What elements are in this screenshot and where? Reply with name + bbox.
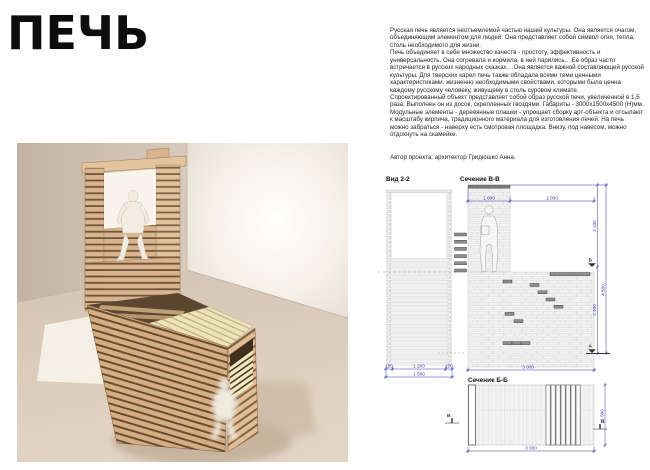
view-2-2-label: Вид 2-2	[386, 176, 410, 183]
stove-chimney	[82, 148, 186, 311]
dim-total-height: 4 500	[600, 284, 606, 296]
description-paragraph-1: Русская печь является неотъемлемой частью нашей культуры. Она является очагом, объединяющим элементом для людей. Она представляет собой символ огня, тепла, столь необходимого для жизни.	[390, 27, 637, 49]
section-climbing-steps	[455, 233, 467, 272]
author-credit: Автор проекта: архитектор Гридюшко Анна.	[390, 154, 516, 162]
dim-chimney-width: 1 000	[483, 195, 495, 201]
description-paragraph-2: Печь объединяет в себе множество качеств - простоту, эффективность и универсальность. Она согревала и кормила, в ней парились.. .Ее образ часто встречается в русских народных сказках.. .Она является важной составляющей русской культуры. Для тверских карел печь также обладала всеми теми ценными характеристиками, жизненно необходимыми свойствами, которыми была ценна каждому русскому человеку, живущему в столь суровом климате.	[390, 49, 644, 94]
dim-upper-height: 2 100	[592, 220, 597, 232]
cut-marker-left-letter: В	[447, 414, 451, 419]
figure-bottom-head	[219, 378, 229, 389]
section-v-v-label: Сечение В-В	[460, 176, 500, 183]
drawings-svg	[378, 170, 650, 470]
technical-drawings	[378, 170, 650, 470]
cut-marker-right-letter: В	[601, 420, 605, 425]
dim-plan-depth: 1 500	[599, 409, 605, 421]
view-lower-slats	[391, 258, 447, 366]
dim-body-right: 2 000	[546, 195, 558, 201]
top-beam-tab	[147, 148, 169, 159]
render-image	[17, 143, 348, 462]
dim-view-seg-center: 1 200	[413, 363, 425, 369]
level-marker-upper	[588, 263, 596, 267]
dim-view-seg-left: 150	[385, 363, 393, 369]
dim-plan-width: 3 000	[525, 445, 537, 451]
view-right-slat-ends	[446, 192, 452, 366]
drawing-section-v-v	[455, 176, 611, 372]
figure-top-head	[128, 190, 138, 202]
project-description	[390, 27, 644, 139]
silhouette-head	[485, 206, 493, 214]
dim-view-seg-right: 150	[444, 363, 453, 369]
page-title: ПЕЧЬ	[7, 6, 150, 60]
description-paragraph-3: Спроектированный объект представляет собой образ русской печи, увеличенной в 1,5 раза. Выполнен он из досок, скрепленных гвоздями. Габариты - 3000х1500х4500 (Н)мм. Модульные элементы - деревянные плашки - упрощает сборку арт-объекта и отсылают к масштабу кирпича, традиционного материала для изготовления печей. На печь можно забраться - наверху есть смотровая площадка. Внизу, под навесом, можно отдохнуть на скамейке.	[390, 93, 644, 139]
plan-left-plank	[469, 385, 476, 445]
dim-body-width: 3 000	[522, 364, 534, 370]
plan-right-planks	[546, 385, 580, 445]
level-marker-upper-letter: Б	[588, 258, 592, 264]
section-chimney-top-row	[468, 185, 510, 188]
drawing-view-2-2	[378, 176, 466, 379]
section-b-b-label: Сечение Б-Б	[468, 377, 508, 384]
view-left-slat-ends	[386, 192, 392, 366]
dim-lower-height: 2 400	[592, 304, 597, 316]
view-top-cap	[386, 190, 452, 193]
level-marker-lower-letter: А	[588, 344, 592, 350]
stove-3d-render	[17, 143, 348, 462]
drawing-section-b-b	[445, 377, 607, 453]
dim-view-total: 1 500	[413, 371, 425, 377]
